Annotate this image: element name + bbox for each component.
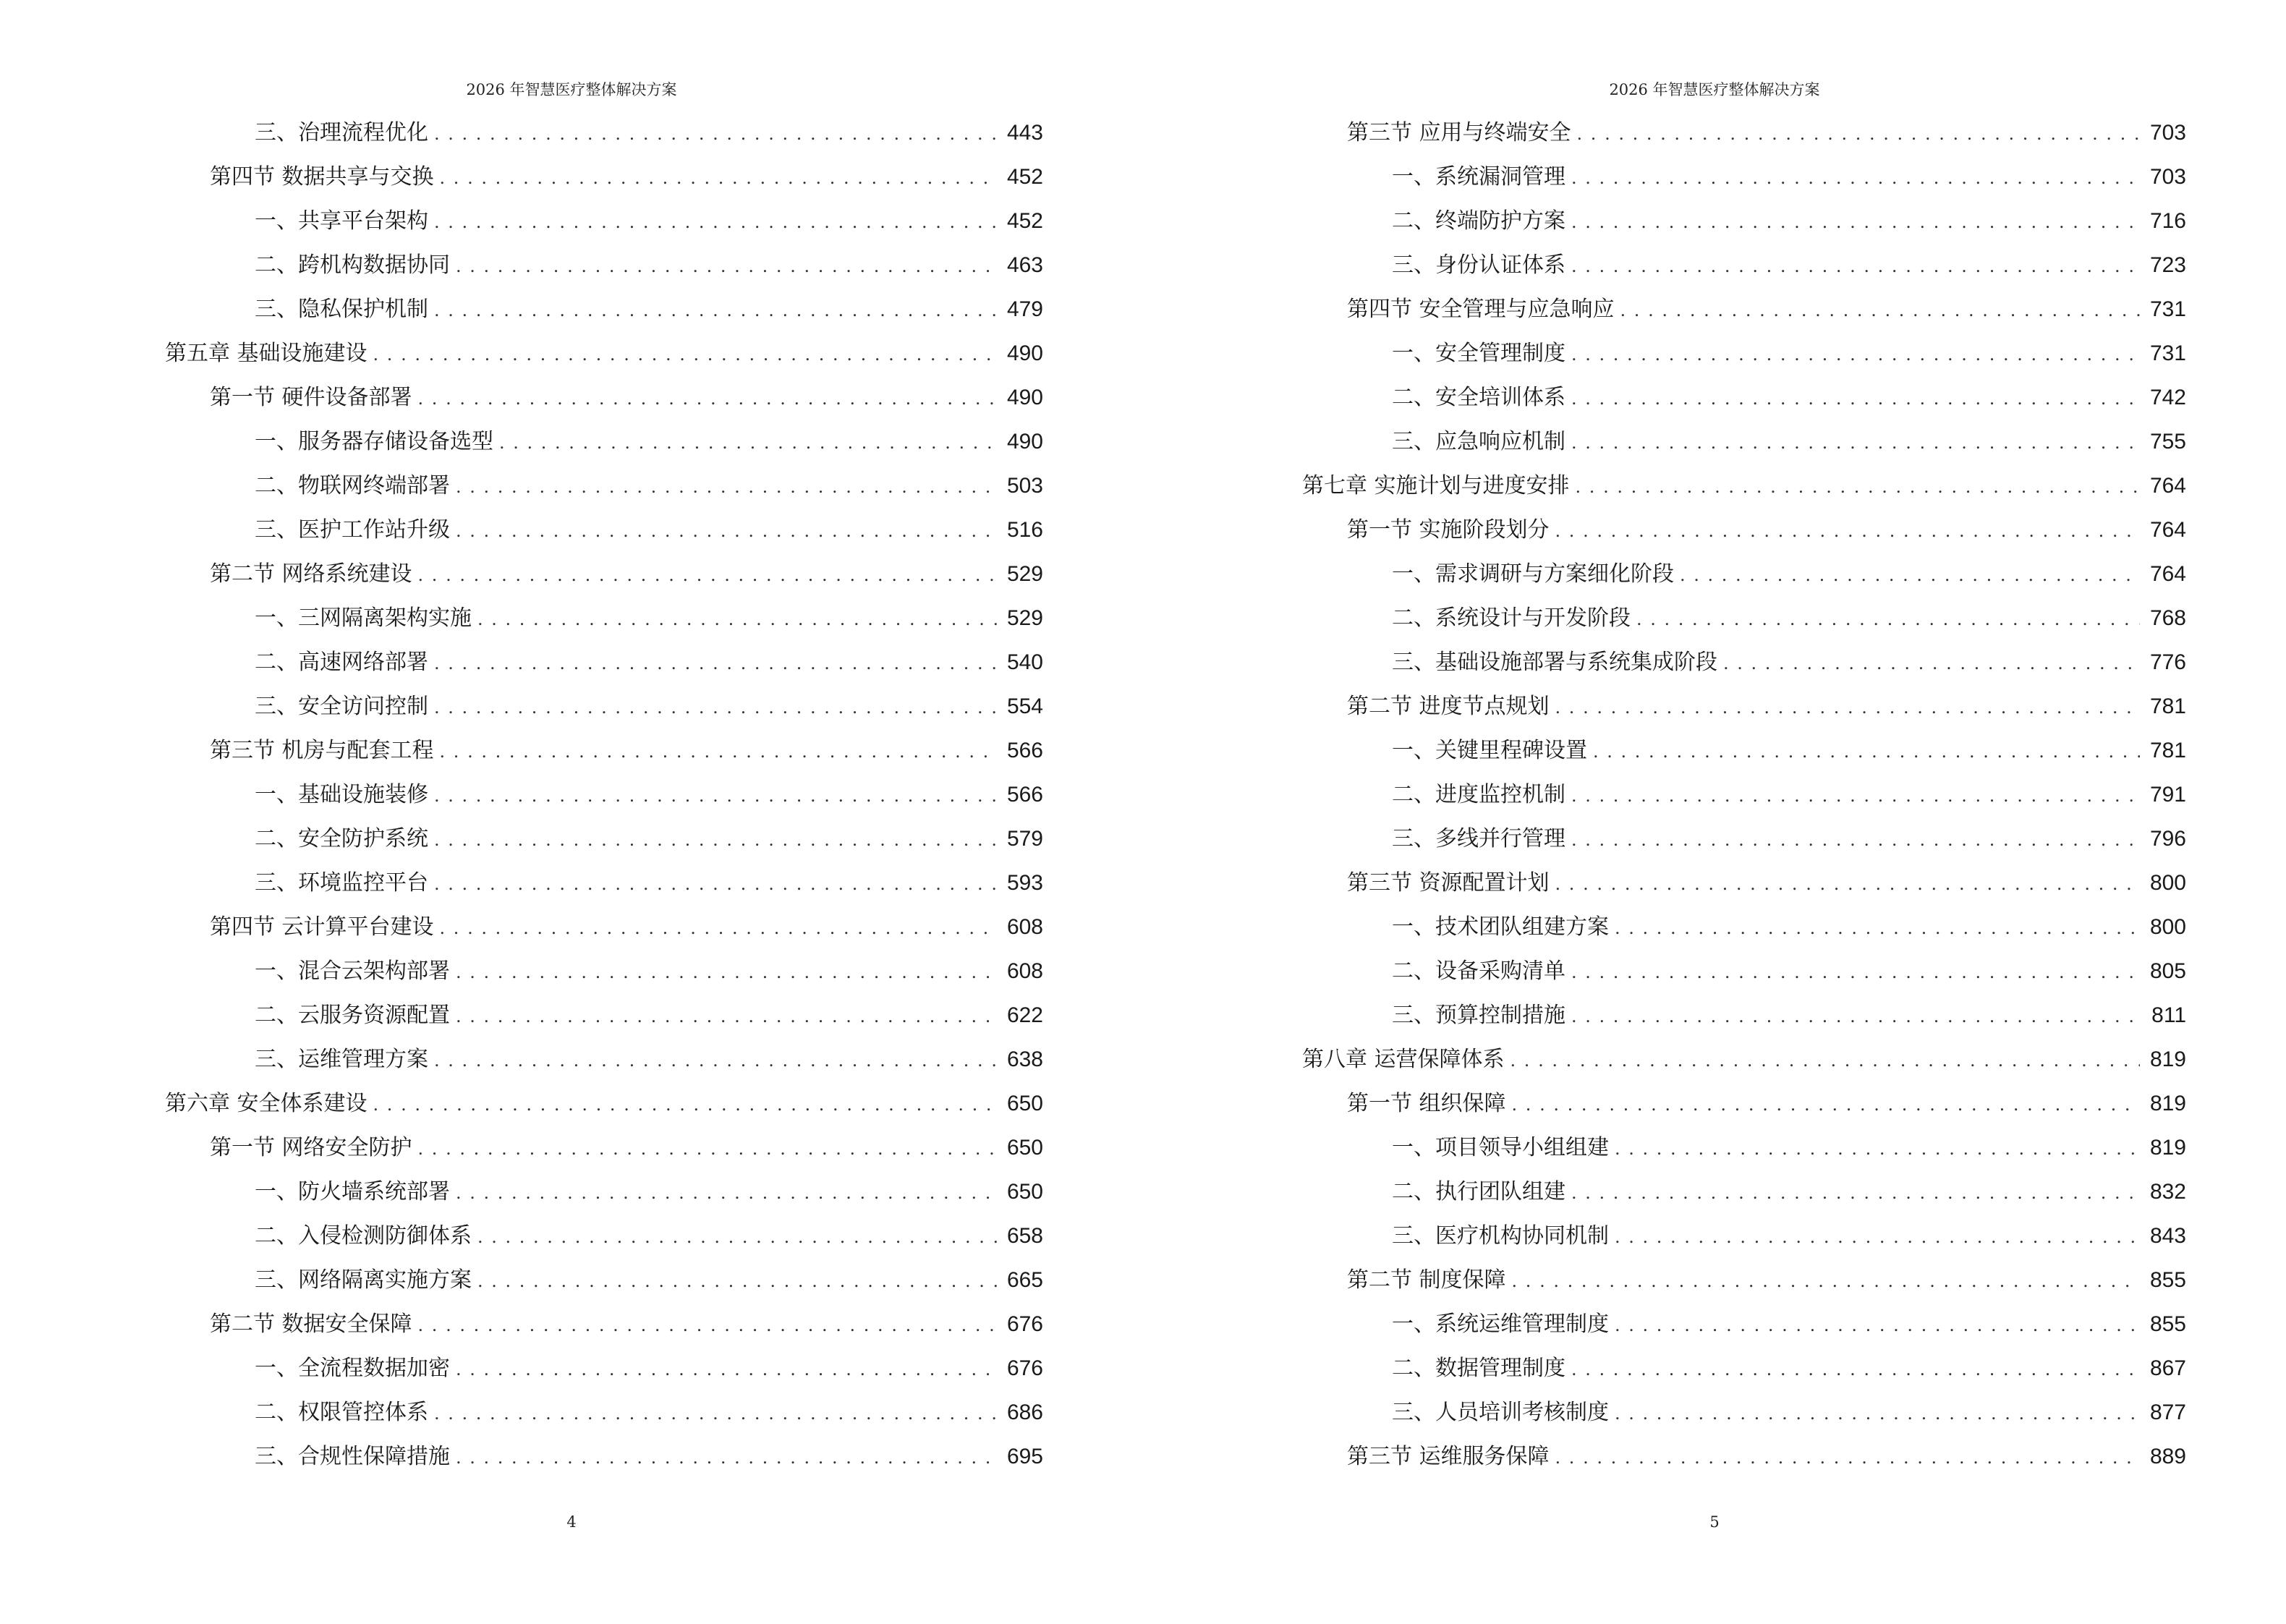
toc-leader-dots bbox=[456, 1006, 997, 1026]
toc-entry-title: 一、技术团队组建方案 bbox=[1392, 914, 1609, 940]
toc-entry-page: 695 bbox=[1006, 1445, 1043, 1468]
toc-entry-page: 443 bbox=[1006, 121, 1043, 145]
toc-entry-title: 第八章 运营保障体系 bbox=[1302, 1047, 1505, 1072]
toc-entry[interactable] bbox=[1392, 1350, 2186, 1395]
toc-leader-dots bbox=[1571, 1359, 2140, 1379]
toc-entry-title: 第二节 制度保障 bbox=[1347, 1267, 1506, 1293]
toc-leader-dots bbox=[1555, 1447, 2140, 1468]
toc-entry-page: 716 bbox=[2149, 209, 2186, 233]
toc-entry[interactable] bbox=[1347, 688, 2186, 733]
toc-leader-dots bbox=[1620, 300, 2140, 320]
toc-leader-dots bbox=[499, 433, 997, 453]
toc-entry-page: 608 bbox=[1006, 959, 1043, 983]
toc-entry[interactable] bbox=[1392, 953, 2186, 998]
toc-entry[interactable] bbox=[210, 379, 1043, 424]
toc-entry-title: 一、共享平台架构 bbox=[255, 208, 428, 234]
toc-entry-title: 二、安全培训体系 bbox=[1392, 385, 1565, 410]
toc-entry-page: 676 bbox=[1006, 1312, 1043, 1336]
right-page bbox=[1143, 0, 2286, 1624]
toc-entry[interactable] bbox=[255, 644, 1043, 689]
toc-entry[interactable] bbox=[1392, 423, 2186, 468]
toc-entry[interactable] bbox=[1347, 291, 2186, 336]
toc-entry-page: 566 bbox=[1006, 739, 1043, 762]
toc-leader-dots bbox=[373, 344, 997, 365]
toc-entry[interactable] bbox=[210, 1129, 1043, 1174]
toc-leader-dots bbox=[418, 565, 997, 585]
toc-entry[interactable] bbox=[255, 600, 1043, 645]
toc-entry[interactable] bbox=[255, 1041, 1043, 1086]
toc-entry[interactable] bbox=[1392, 1306, 2186, 1351]
toc-entry-title: 三、医护工作站升级 bbox=[255, 517, 450, 543]
toc-leader-dots bbox=[1571, 786, 2140, 806]
toc-entry[interactable] bbox=[255, 820, 1043, 865]
toc-entry-page: 731 bbox=[2149, 341, 2186, 365]
toc-entry-title: 一、系统运维管理制度 bbox=[1392, 1311, 1609, 1337]
toc-entry-page: 877 bbox=[2149, 1400, 2186, 1424]
toc-entry[interactable] bbox=[255, 511, 1043, 556]
toc-entry-page: 805 bbox=[2149, 959, 2186, 983]
toc-entry-page: 781 bbox=[2149, 739, 2186, 762]
toc-entry-title: 三、基础设施部署与系统集成阶段 bbox=[1392, 650, 1717, 675]
toc-entry-page: 800 bbox=[2149, 871, 2186, 895]
toc-entry[interactable] bbox=[255, 1262, 1043, 1306]
toc-entry-title: 二、执行团队组建 bbox=[1392, 1179, 1565, 1204]
toc-entry-page: 768 bbox=[2149, 606, 2186, 630]
toc-entry-page: 819 bbox=[2149, 1136, 2186, 1160]
toc-entry-page: 755 bbox=[2149, 430, 2186, 454]
toc-entry[interactable] bbox=[165, 335, 1043, 380]
toc-entry-title: 第一节 硬件设备部署 bbox=[210, 385, 412, 410]
toc-entry-page: 638 bbox=[1006, 1047, 1043, 1071]
toc-entry[interactable] bbox=[255, 423, 1043, 468]
toc-entry[interactable] bbox=[1392, 1129, 2186, 1174]
toc-entry-title: 三、治理流程优化 bbox=[255, 120, 428, 145]
toc-entry-title: 三、网络隔离实施方案 bbox=[255, 1267, 472, 1293]
toc-leader-dots bbox=[1510, 1050, 2140, 1071]
toc-leader-dots bbox=[1571, 1183, 2140, 1203]
toc-entry-page: 723 bbox=[2149, 253, 2186, 277]
toc-entry[interactable] bbox=[1392, 335, 2186, 380]
toc-entry[interactable] bbox=[1347, 1262, 2186, 1306]
toc-entry-title: 二、权限管控体系 bbox=[255, 1400, 428, 1425]
toc-entry-title: 三、医疗机构协同机制 bbox=[1392, 1223, 1609, 1249]
toc-entry-title: 三、多线并行管理 bbox=[1392, 826, 1565, 851]
toc-entry[interactable] bbox=[255, 1438, 1043, 1483]
toc-entry-title: 第五章 基础设施建设 bbox=[165, 341, 367, 366]
toc-entry-title: 三、预算控制措施 bbox=[1392, 1003, 1565, 1028]
toc-entry-page: 490 bbox=[1006, 386, 1043, 409]
toc-entry-page: 742 bbox=[2149, 386, 2186, 409]
toc-entry-page: 703 bbox=[2149, 165, 2186, 189]
toc-entry-title: 三、运维管理方案 bbox=[255, 1047, 428, 1072]
toc-leader-dots bbox=[434, 1403, 997, 1424]
toc-leader-dots bbox=[1571, 1006, 2141, 1026]
toc-entry[interactable] bbox=[255, 997, 1043, 1042]
toc-entry[interactable] bbox=[255, 953, 1043, 998]
toc-entry[interactable] bbox=[255, 688, 1043, 733]
toc-leader-dots bbox=[477, 1227, 997, 1247]
toc-entry-title: 第二节 进度节点规划 bbox=[1347, 694, 1550, 719]
toc-entry-page: 731 bbox=[2149, 297, 2186, 321]
toc-leader-dots bbox=[1615, 1315, 2140, 1335]
toc-entry-page: 796 bbox=[2149, 827, 2186, 851]
toc-entry-page: 622 bbox=[1006, 1003, 1043, 1027]
toc-entry-page: 676 bbox=[1006, 1356, 1043, 1380]
page-header: 2026 年智慧医疗整体解决方案 bbox=[466, 81, 677, 98]
toc-entry-title: 三、身份认证体系 bbox=[1392, 252, 1565, 278]
toc-entry-title: 第三节 机房与配套工程 bbox=[210, 738, 434, 763]
toc-entry-title: 第三节 运维服务保障 bbox=[1347, 1444, 1550, 1469]
toc-entry[interactable] bbox=[255, 1173, 1043, 1218]
toc-entry-page: 452 bbox=[1006, 209, 1043, 233]
toc-entry-title: 三、应急响应机制 bbox=[1392, 429, 1565, 454]
toc-leader-dots bbox=[456, 256, 997, 276]
toc-entry-title: 第二节 网络系统建设 bbox=[210, 561, 412, 587]
toc-leader-dots bbox=[1615, 1139, 2140, 1159]
toc-entry-title: 第四节 数据共享与交换 bbox=[210, 164, 434, 190]
toc-entry[interactable] bbox=[255, 1217, 1043, 1262]
toc-entry[interactable] bbox=[1392, 203, 2186, 247]
toc-leader-dots bbox=[440, 918, 997, 938]
toc-entry[interactable] bbox=[1392, 379, 2186, 424]
toc-leader-dots bbox=[1555, 521, 2140, 541]
toc-entry-page: 686 bbox=[1006, 1400, 1043, 1424]
toc-leader-dots bbox=[1571, 962, 2140, 982]
toc-leader-dots bbox=[1636, 609, 2140, 629]
toc-entry[interactable] bbox=[1302, 467, 2186, 512]
toc-entry[interactable] bbox=[1392, 1173, 2186, 1218]
toc-leader-dots bbox=[456, 1183, 997, 1203]
toc-entry-title: 第三节 资源配置计划 bbox=[1347, 870, 1550, 896]
toc-entry-page: 665 bbox=[1006, 1268, 1043, 1292]
toc-entry[interactable] bbox=[1392, 997, 2186, 1042]
toc-leader-dots bbox=[418, 1315, 997, 1335]
toc-entry-title: 第六章 安全体系建设 bbox=[165, 1091, 367, 1116]
toc-entry[interactable] bbox=[1392, 1217, 2186, 1262]
toc-entry-page: 579 bbox=[1006, 827, 1043, 851]
toc-entry[interactable] bbox=[1392, 158, 2186, 203]
toc-leader-dots bbox=[434, 124, 997, 144]
toc-entry[interactable] bbox=[210, 909, 1043, 953]
toc-entry-title: 三、合规性保障措施 bbox=[255, 1444, 450, 1469]
toc-leader-dots bbox=[456, 962, 997, 982]
toc-leader-dots bbox=[477, 609, 997, 629]
toc-leader-dots bbox=[434, 786, 997, 806]
toc-entry-page: 843 bbox=[2149, 1224, 2186, 1248]
toc-entry[interactable] bbox=[1302, 1041, 2186, 1086]
toc-entry-title: 三、人员培训考核制度 bbox=[1392, 1400, 1609, 1425]
toc-leader-dots bbox=[477, 1271, 997, 1291]
toc-leader-dots bbox=[1593, 741, 2140, 762]
toc-entry-page: 490 bbox=[1006, 341, 1043, 365]
toc-entry[interactable] bbox=[1392, 776, 2186, 821]
toc-leader-dots bbox=[1571, 388, 2140, 409]
toc-entry-page: 867 bbox=[2149, 1356, 2186, 1380]
toc-entry-page: 703 bbox=[2149, 121, 2186, 145]
toc-entry[interactable] bbox=[210, 556, 1043, 600]
toc-entry-page: 889 bbox=[2149, 1445, 2186, 1468]
toc-entry[interactable] bbox=[255, 291, 1043, 336]
toc-leader-dots bbox=[1512, 1271, 2140, 1291]
toc-entry[interactable] bbox=[165, 1085, 1043, 1130]
toc-entry-page: 791 bbox=[2149, 783, 2186, 807]
toc-entry-title: 第三节 应用与终端安全 bbox=[1347, 120, 1571, 145]
toc-entry-title: 二、安全防护系统 bbox=[255, 826, 428, 851]
toc-leader-dots bbox=[434, 212, 997, 232]
toc-entry-title: 一、服务器存储设备选型 bbox=[255, 429, 493, 454]
toc-entry-title: 第四节 安全管理与应急响应 bbox=[1347, 297, 1615, 322]
toc-entry-page: 776 bbox=[2149, 650, 2186, 674]
toc-entry-page: 554 bbox=[1006, 694, 1043, 718]
toc-entry-title: 二、进度监控机制 bbox=[1392, 782, 1565, 807]
toc-entry-page: 503 bbox=[1006, 474, 1043, 498]
toc-entry[interactable] bbox=[255, 247, 1043, 292]
page-number: 5 bbox=[1709, 1513, 1720, 1531]
toc-entry-title: 一、三网隔离架构实施 bbox=[255, 605, 472, 631]
toc-entry-title: 第四节 云计算平台建设 bbox=[210, 914, 434, 940]
toc-entry-title: 一、全流程数据加密 bbox=[255, 1356, 450, 1381]
toc-entry-page: 608 bbox=[1006, 915, 1043, 939]
toc-leader-dots bbox=[434, 830, 997, 850]
toc-entry-title: 二、高速网络部署 bbox=[255, 650, 428, 675]
toc-leader-dots bbox=[1680, 565, 2140, 585]
toc-entry-page: 764 bbox=[2149, 518, 2186, 542]
toc-entry-page: 529 bbox=[1006, 562, 1043, 586]
toc-entry-page: 764 bbox=[2149, 562, 2186, 586]
toc-leader-dots bbox=[1512, 1094, 2140, 1115]
toc-entry-page: 463 bbox=[1006, 253, 1043, 277]
toc-entry-title: 一、关键里程碑设置 bbox=[1392, 738, 1587, 763]
toc-leader-dots bbox=[434, 653, 997, 673]
toc-entry[interactable] bbox=[1392, 600, 2186, 645]
toc-entry-title: 一、防火墙系统部署 bbox=[255, 1179, 450, 1204]
toc-entry-title: 三、环境监控平台 bbox=[255, 870, 428, 896]
toc-entry[interactable] bbox=[210, 158, 1043, 203]
toc-entry[interactable] bbox=[210, 732, 1043, 777]
toc-entry-page: 855 bbox=[2149, 1312, 2186, 1336]
toc-entry[interactable] bbox=[1347, 1438, 2186, 1483]
toc-leader-dots bbox=[418, 388, 997, 409]
toc-entry-title: 第二节 数据安全保障 bbox=[210, 1311, 412, 1337]
toc-leader-dots bbox=[1555, 874, 2140, 894]
toc-entry-page: 566 bbox=[1006, 783, 1043, 807]
toc-entry-title: 二、数据管理制度 bbox=[1392, 1356, 1565, 1381]
toc-leader-dots bbox=[456, 477, 997, 497]
toc-entry-title: 一、安全管理制度 bbox=[1392, 341, 1565, 366]
toc-entry-page: 529 bbox=[1006, 606, 1043, 630]
toc-entry-title: 一、基础设施装修 bbox=[255, 782, 428, 807]
toc-leader-dots bbox=[1571, 830, 2140, 850]
page-header: 2026 年智慧医疗整体解决方案 bbox=[1609, 81, 1820, 98]
toc-leader-dots bbox=[1555, 697, 2140, 718]
toc-entry-title: 二、设备采购清单 bbox=[1392, 958, 1565, 984]
toc-leader-dots bbox=[440, 168, 997, 188]
toc-entry-title: 二、物联网终端部署 bbox=[255, 473, 450, 498]
toc-entry-page: 490 bbox=[1006, 430, 1043, 454]
page-number: 4 bbox=[566, 1513, 577, 1531]
toc-leader-dots bbox=[1577, 124, 2140, 144]
toc-entry[interactable] bbox=[1392, 820, 2186, 865]
toc-entry-title: 一、项目领导小组组建 bbox=[1392, 1135, 1609, 1160]
toc-leader-dots bbox=[1615, 918, 2140, 938]
toc-leader-dots bbox=[373, 1094, 997, 1115]
toc-leader-dots bbox=[434, 697, 997, 718]
toc-entry-title: 一、系统漏洞管理 bbox=[1392, 164, 1565, 190]
toc-entry[interactable] bbox=[255, 1350, 1043, 1395]
toc-entry[interactable] bbox=[1392, 247, 2186, 292]
toc-entry-page: 650 bbox=[1006, 1180, 1043, 1204]
toc-entry-title: 第一节 组织保障 bbox=[1347, 1091, 1506, 1116]
toc-leader-dots bbox=[434, 300, 997, 320]
toc-leader-dots bbox=[1615, 1227, 2140, 1247]
toc-entry-page: 593 bbox=[1006, 871, 1043, 895]
toc-entry-page: 819 bbox=[2149, 1092, 2186, 1115]
toc-leader-dots bbox=[1576, 477, 2140, 497]
toc-entry[interactable] bbox=[1392, 1394, 2186, 1439]
toc-entry[interactable] bbox=[1392, 732, 2186, 777]
toc-leader-dots bbox=[1615, 1403, 2140, 1424]
toc-entry[interactable] bbox=[255, 1394, 1043, 1439]
toc-entry[interactable] bbox=[1392, 556, 2186, 600]
toc-entry[interactable] bbox=[1347, 114, 2186, 159]
toc-entry-page: 819 bbox=[2149, 1047, 2186, 1071]
toc-entry-page: 479 bbox=[1006, 297, 1043, 321]
toc-entry-page: 832 bbox=[2149, 1180, 2186, 1204]
toc-entry-page: 452 bbox=[1006, 165, 1043, 189]
toc-entry[interactable] bbox=[1347, 864, 2186, 909]
toc-entry-page: 800 bbox=[2149, 915, 2186, 939]
toc-entry[interactable] bbox=[255, 114, 1043, 159]
toc-entry-title: 二、云服务资源配置 bbox=[255, 1003, 450, 1028]
toc-leader-dots bbox=[456, 1447, 997, 1468]
toc-entry-title: 二、跨机构数据协同 bbox=[255, 252, 450, 278]
toc-entry-title: 二、系统设计与开发阶段 bbox=[1392, 605, 1631, 631]
toc-entry-title: 一、需求调研与方案细化阶段 bbox=[1392, 561, 1674, 587]
toc-entry-title: 三、安全访问控制 bbox=[255, 694, 428, 719]
toc-leader-dots bbox=[1571, 212, 2140, 232]
toc-entry-page: 516 bbox=[1006, 518, 1043, 542]
toc-entry[interactable] bbox=[1392, 909, 2186, 953]
toc-entry-page: 650 bbox=[1006, 1136, 1043, 1160]
toc-entry-page: 811 bbox=[2151, 1003, 2186, 1027]
toc-leader-dots bbox=[1571, 256, 2140, 276]
toc-entry[interactable] bbox=[1347, 511, 2186, 556]
toc-entry[interactable] bbox=[255, 776, 1043, 821]
toc-entry-page: 781 bbox=[2149, 694, 2186, 718]
toc-entry-page: 855 bbox=[2149, 1268, 2186, 1292]
toc-entry-title: 第一节 网络安全防护 bbox=[210, 1135, 412, 1160]
toc-leader-dots bbox=[434, 874, 997, 894]
toc-entry[interactable] bbox=[1392, 644, 2186, 689]
toc-entry[interactable] bbox=[255, 203, 1043, 247]
toc-entry[interactable] bbox=[255, 467, 1043, 512]
toc-leader-dots bbox=[440, 741, 997, 762]
toc-leader-dots bbox=[434, 1050, 997, 1071]
toc-entry-title: 一、混合云架构部署 bbox=[255, 958, 450, 984]
toc-leader-dots bbox=[1571, 344, 2140, 365]
toc-leader-dots bbox=[456, 521, 997, 541]
toc-entry-page: 650 bbox=[1006, 1092, 1043, 1115]
toc-entry-title: 第七章 实施计划与进度安排 bbox=[1302, 473, 1570, 498]
toc-leader-dots bbox=[1571, 433, 2140, 453]
toc-entry-page: 540 bbox=[1006, 650, 1043, 674]
toc-leader-dots bbox=[456, 1359, 997, 1379]
toc-entry-page: 658 bbox=[1006, 1224, 1043, 1248]
toc-entry-title: 二、终端防护方案 bbox=[1392, 208, 1565, 234]
toc-entry-page: 764 bbox=[2149, 474, 2186, 498]
toc-entry[interactable] bbox=[210, 1306, 1043, 1351]
toc-entry[interactable] bbox=[1347, 1085, 2186, 1130]
toc-entry-title: 二、入侵检测防御体系 bbox=[255, 1223, 472, 1249]
toc-leader-dots bbox=[1571, 168, 2140, 188]
toc-entry[interactable] bbox=[255, 864, 1043, 909]
toc-entry-title: 三、隐私保护机制 bbox=[255, 297, 428, 322]
toc-entry-title: 第一节 实施阶段划分 bbox=[1347, 517, 1550, 543]
toc-leader-dots bbox=[418, 1139, 997, 1159]
toc-leader-dots bbox=[1723, 653, 2140, 673]
